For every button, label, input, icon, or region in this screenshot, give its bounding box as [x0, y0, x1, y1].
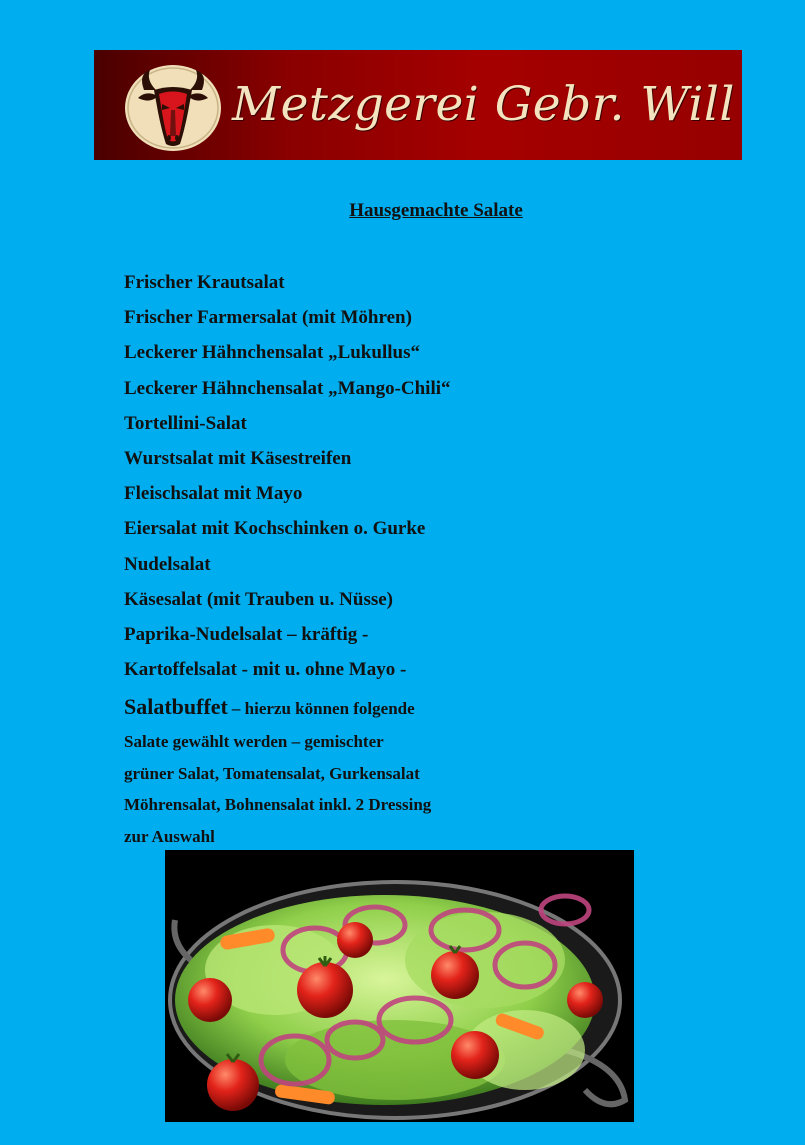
- buffet-line: Möhrensalat, Bohnensalat inkl. 2 Dressing: [124, 795, 432, 814]
- list-item: Käsesalat (mit Trauben u. Nüsse): [124, 588, 394, 610]
- list-item: Kartoffelsalat - mit u. ohne Mayo -: [124, 659, 407, 681]
- list-item: Fleischsalat mit Mayo: [124, 483, 303, 505]
- buffet-line: Salate gewählt werden – gemischter: [124, 732, 384, 751]
- buffet-section: [124, 688, 431, 852]
- menu-title: Hausgemachte Salate: [349, 200, 523, 221]
- list-item: Wurstsalat mit Käsestreifen: [124, 447, 352, 469]
- list-item: Eiersalat mit Kochschinken o. Gurke: [124, 518, 426, 540]
- salad-bowl-photo: [165, 850, 634, 1122]
- bull-head-icon: [124, 64, 222, 152]
- buffet-line: grüner Salat, Tomatensalat, Gurkensalat: [124, 763, 420, 783]
- buffet-line: zur Auswahl: [124, 826, 215, 846]
- salad-bowl-illustration: [165, 850, 634, 1122]
- list-item: Leckerer Hähnchensalat „Lukullus“: [124, 342, 420, 364]
- brand-name: Metzgerei Gebr. Will: [232, 77, 735, 132]
- list-item: Frischer Krautsalat: [124, 272, 285, 293]
- buffet-name: Salatbuffet: [124, 694, 228, 719]
- salad-list: [124, 268, 451, 690]
- list-item: Frischer Farmersalat (mit Möhren): [124, 307, 412, 329]
- list-item: Nudelsalat: [124, 553, 211, 575]
- list-item: Paprika-Nudelsalat – kräftig -: [124, 623, 369, 645]
- header-banner: [94, 50, 742, 160]
- buffet-intro: – hierzu können folgende: [231, 699, 415, 718]
- list-item: Tortellini-Salat: [124, 412, 247, 434]
- list-item: Leckerer Hähnchensalat „Mango-Chili“: [124, 377, 451, 399]
